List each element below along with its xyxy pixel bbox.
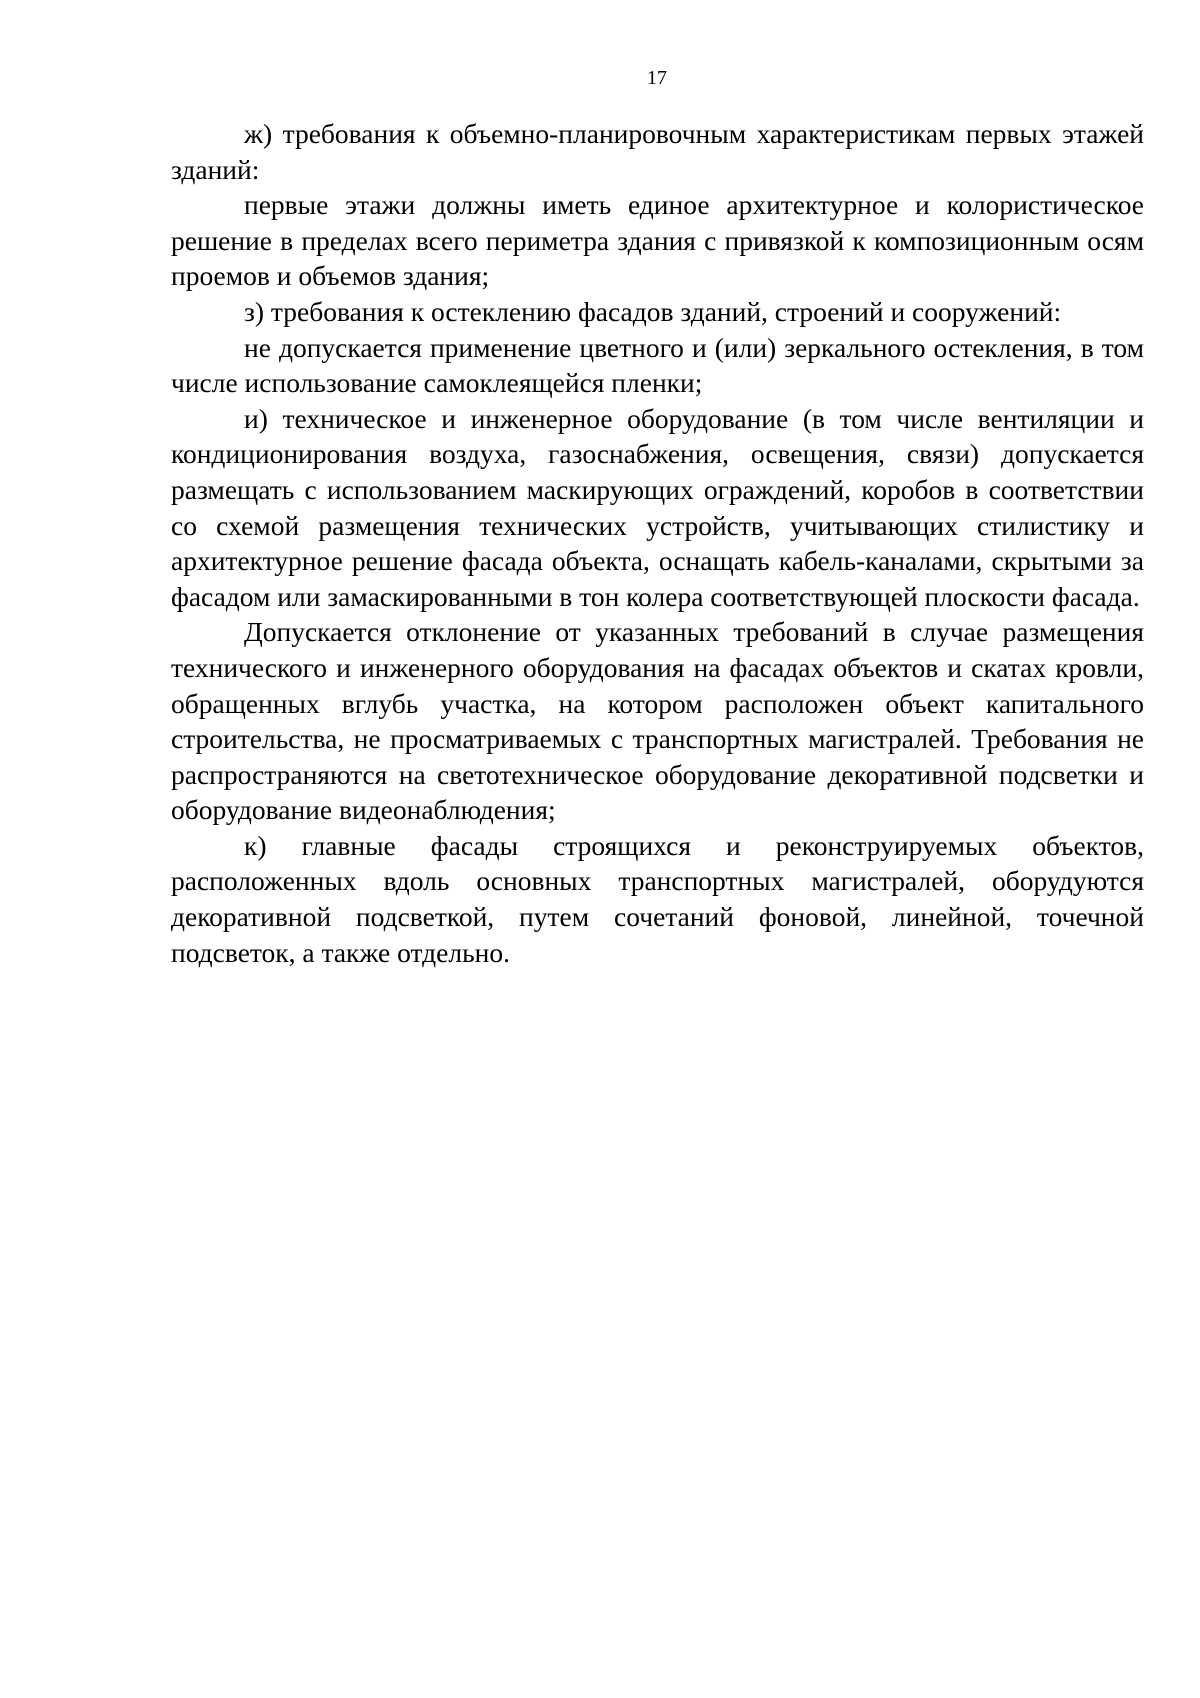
paragraph-glazing: не допускается применение цветного и (или) зеркального остекления, в том числе использование самоклеящейся пленки;: [171, 331, 1144, 399]
paragraph-i-equipment: и) техническое и инженерное оборудование (в том числе вентиляции и кондиционирования воздуха, газоснабжения, освещения, связи) допускается размещать с использованием маскирующих ограждений, коробов в соответствии со схемой размещения технических устройств, учитывающих стилистику и архитектурное решение фасада объекта, оснащать кабель-каналами, скрытыми за фасадом или замаскированными в тон колера соответствующей плоскости фасада.: [171, 402, 1144, 612]
paragraph-first-floors: первые этажи должны иметь единое архитектурное и колористическое решение в пределах всего периметра здания с привязкой к композиционным осям проемов и объемов здания;: [171, 189, 1144, 292]
paragraph-zh-heading: ж) требования к объемно-планировочным характеристикам первых этажей зданий:: [171, 118, 1144, 185]
paragraph-z-heading: з) требования к остеклению фасадов зданий, строений и сооружений:: [244, 295, 1062, 327]
paragraph-exceptions: Допускается отклонение от указанных требований в случае размещения технического и инженерного оборудования на фасадах объектов и скатах кровли, обращенных вглубь участка, на котором расположен объект капитального строительства, не просматриваемых с транспортных магистралей. Требования не распространяются на светотехническое оборудование декоративной подсветки и оборудование видеонаблюдения;: [171, 616, 1144, 826]
document-body: [171, 116, 1144, 970]
paragraph-k-facades: к) главные фасады строящихся и реконструируемых объектов, расположенных вдоль основных транспортных магистралей, оборудуются декоративной подсветкой, путем сочетаний фоновой, линейной, точечной подсветок, а также отдельно.: [171, 829, 1144, 968]
page-number: 17: [647, 67, 667, 89]
